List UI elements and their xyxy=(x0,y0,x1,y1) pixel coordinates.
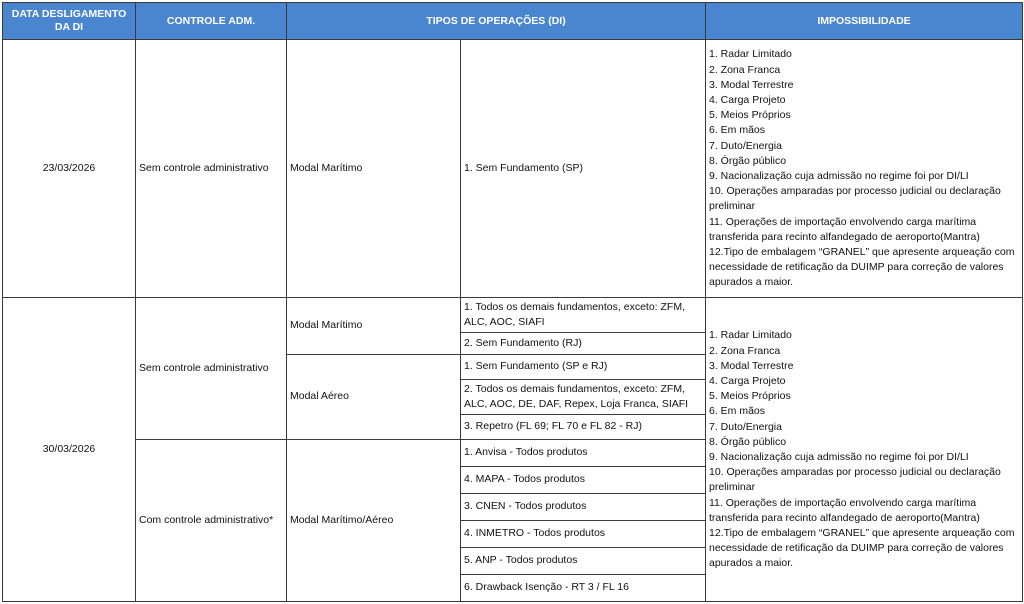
controle-cell: Sem controle administrativo xyxy=(136,298,287,440)
tipo-cell: 4. INMETRO - Todos produtos xyxy=(461,521,706,548)
impossibilidade-item: 12.Tipo de embalagem “GRANEL” que apresente arqueação com necessidade de retificação da DUIMP para correção de valores apurados a maior. xyxy=(709,246,1015,289)
impossibilidade-cell xyxy=(706,298,1023,602)
impossibilidade-cell xyxy=(706,40,1023,298)
impossibilidade-item: 6. Em mãos xyxy=(709,405,766,418)
tipo-cell: 1. Sem Fundamento (SP) xyxy=(461,40,706,298)
date-cell: 30/03/2026 xyxy=(3,298,136,602)
operations-table xyxy=(2,2,1023,602)
impossibilidade-item: 2. Zona Franca xyxy=(709,63,781,76)
controle-cell: Sem controle administrativo xyxy=(136,40,287,298)
header-row xyxy=(3,3,1023,40)
impossibilidade-item: 9. Nacionalização cuja admissão no regime foi por DI/LI xyxy=(709,451,969,463)
impossibilidade-item: 2. Zona Franca xyxy=(709,344,781,357)
tipo-cell: 5. ANP - Todos produtos xyxy=(461,548,706,575)
tipo-cell: 1. Anvisa - Todos produtos xyxy=(461,440,706,467)
modal-cell: Modal Marítimo/Aéreo xyxy=(287,440,461,602)
impossibilidade-item: 5. Meios Próprios xyxy=(709,390,791,403)
impossibilidade-item: 8. Órgão público xyxy=(709,435,787,448)
tipo-cell: 4. MAPA - Todos produtos xyxy=(461,467,706,494)
tipo-cell: 2. Todos os demais fundamentos, exceto: ZFM, ALC, AOC, DE, DAF, Repex, Loja Franca, SIAFI xyxy=(461,380,706,415)
impossibilidade-item: 11. Operações de importação envolvendo carga marítima transferida para recinto alfandegado de aeroporto(Mantra) xyxy=(709,215,980,243)
impossibilidade-item: 1. Radar Limitado xyxy=(709,329,792,342)
date-cell: 23/03/2026 xyxy=(3,40,136,298)
impossibilidade-item: 7. Duto/Energia xyxy=(709,139,782,152)
tipo-cell: 3. Repetro (FL 69; FL 70 e FL 82 - RJ) xyxy=(461,415,706,440)
header-controle-adm: CONTROLE ADM. xyxy=(136,3,287,40)
tipo-cell: 2. Sem Fundamento (RJ) xyxy=(461,333,706,355)
impossibilidade-item: 3. Modal Terrestre xyxy=(709,78,794,91)
impossibilidade-item: 10. Operações amparadas por processo judicial ou declaração preliminar xyxy=(709,466,1001,494)
header-data-desligamento: DATA DESLIGAMENTO DA DI xyxy=(3,3,136,40)
tipo-cell: 3. CNEN - Todos produtos xyxy=(461,494,706,521)
impossibilidade-item: 7. Duto/Energia xyxy=(709,420,782,433)
table-row xyxy=(3,298,1023,333)
impossibilidade-item: 12.Tipo de embalagem “GRANEL” que apresente arqueação com necessidade de retificação da DUIMP para correção de valores apurados a maior. xyxy=(709,527,1015,570)
impossibilidade-item: 9. Nacionalização cuja admissão no regime foi por DI/LI xyxy=(709,170,969,182)
impossibilidade-item: 4. Carga Projeto xyxy=(709,374,786,387)
impossibilidade-item: 3. Modal Terrestre xyxy=(709,359,794,372)
impossibilidade-item: 1. Radar Limitado xyxy=(709,48,792,61)
impossibilidade-item: 11. Operações de importação envolvendo carga marítima transferida para recinto alfandegado de aeroporto(Mantra) xyxy=(709,496,980,524)
tipo-cell: 1. Todos os demais fundamentos, exceto: ZFM, ALC, AOC, SIAFI xyxy=(461,298,706,333)
impossibilidade-item: 5. Meios Próprios xyxy=(709,109,791,122)
impossibilidade-item: 4. Carga Projeto xyxy=(709,93,786,106)
impossibilidade-item: 6. Em mãos xyxy=(709,124,766,137)
controle-cell: Com controle administrativo* xyxy=(136,440,287,602)
table-row xyxy=(3,40,1023,298)
modal-cell: Modal Marítimo xyxy=(287,298,461,355)
impossibilidade-item: 8. Órgão público xyxy=(709,154,787,167)
tipo-cell: 1. Sem Fundamento (SP e RJ) xyxy=(461,355,706,380)
header-tipos-operacoes: TIPOS DE OPERAÇÕES (DI) xyxy=(287,3,706,40)
modal-cell: Modal Marítimo xyxy=(287,40,461,298)
modal-cell: Modal Aéreo xyxy=(287,355,461,440)
impossibilidade-item: 10. Operações amparadas por processo judicial ou declaração preliminar xyxy=(709,185,1001,213)
header-impossibilidade: IMPOSSIBILIDADE xyxy=(706,3,1023,40)
tipo-cell: 6. Drawback Isenção - RT 3 / FL 16 xyxy=(461,575,706,602)
